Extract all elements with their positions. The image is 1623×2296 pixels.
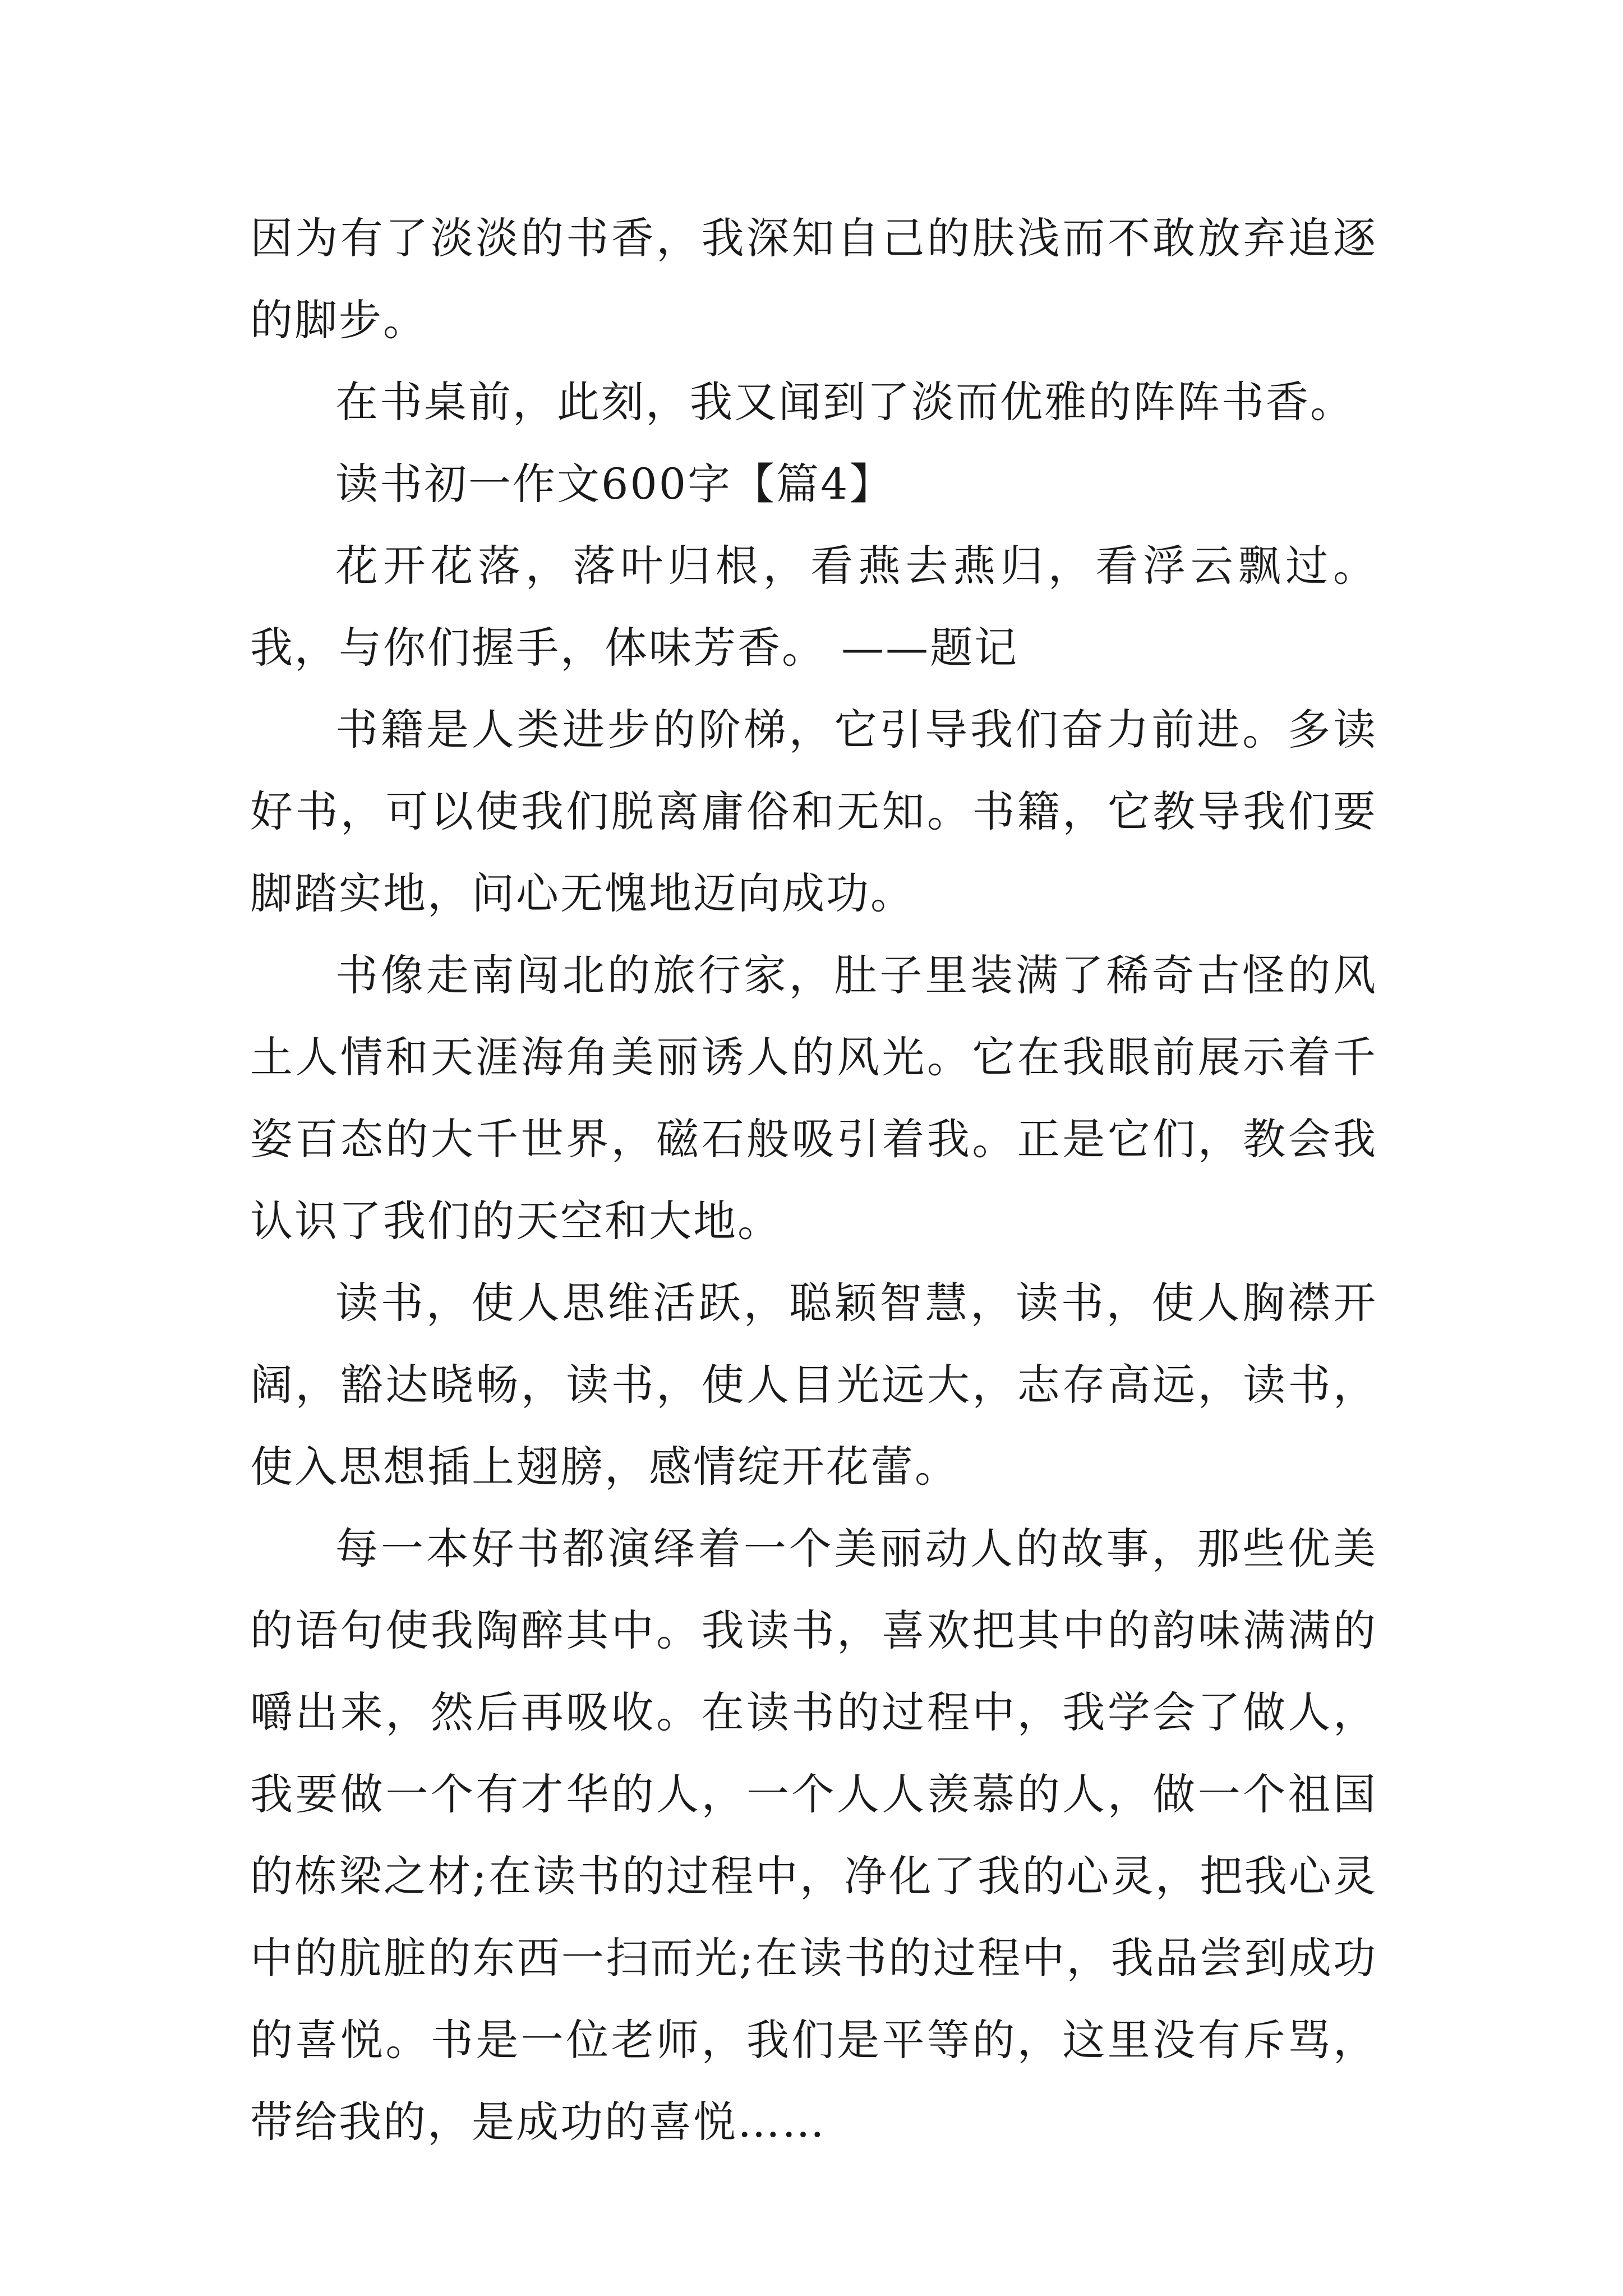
paragraph: 书籍是人类进步的阶梯，它引导我们奋力前进。多读好书，可以使我们脱离庸俗和无知。书籍，它教导我们要脚踏实地，问心无愧地迈向成功。 <box>250 705 1377 918</box>
section-heading: 读书初一作文600字【篇4】 <box>335 459 894 509</box>
epigraph: 花开花落，落叶归根，看燕去燕归，看浮云飘过。我，与你们握手，体味芳香。 ——题记 <box>250 541 1377 673</box>
paragraph-continuation: 因为有了淡淡的书香，我深知自己的肤浅而不敢放弃追逐的脚步。 <box>250 213 1377 345</box>
paragraph: 读书，使人思维活跃，聪颖智慧，读书，使人胸襟开阔，豁达晓畅，读书，使人目光远大，志存高远，读书，使入思想插上翅膀，感情绽开花蕾。 <box>250 1278 1377 1492</box>
paragraph: 在书桌前，此刻，我又闻到了淡而优雅的阵阵书香。 <box>335 377 1354 427</box>
paragraph: 书像走南闯北的旅行家，肚子里装满了稀奇古怪的风土人情和天涯海角美丽诱人的风光。它在我眼前展示着千姿百态的大千世界，磁石般吸引着我。正是它们，教会我认识了我们的天空和大地。 <box>250 950 1377 1246</box>
document-body <box>250 197 1377 2163</box>
paragraph: 每一本好书都演绎着一个美丽动人的故事，那些优美的语句使我陶醉其中。我读书，喜欢把其中的韵味满满的嚼出来，然后再吸收。在读书的过程中，我学会了做人，我要做一个有才华的人，一个人人羡慕的人，做一个祖国的栋梁之材;在读书的过程中，净化了我的心灵，把我心灵中的肮脏的东西一扫而光;在读书的过程中，我品尝到成功的喜悦。书是一位老师，我们是平等的，这里没有斥骂，带给我的，是成功的喜悦…… <box>250 1524 1377 2147</box>
